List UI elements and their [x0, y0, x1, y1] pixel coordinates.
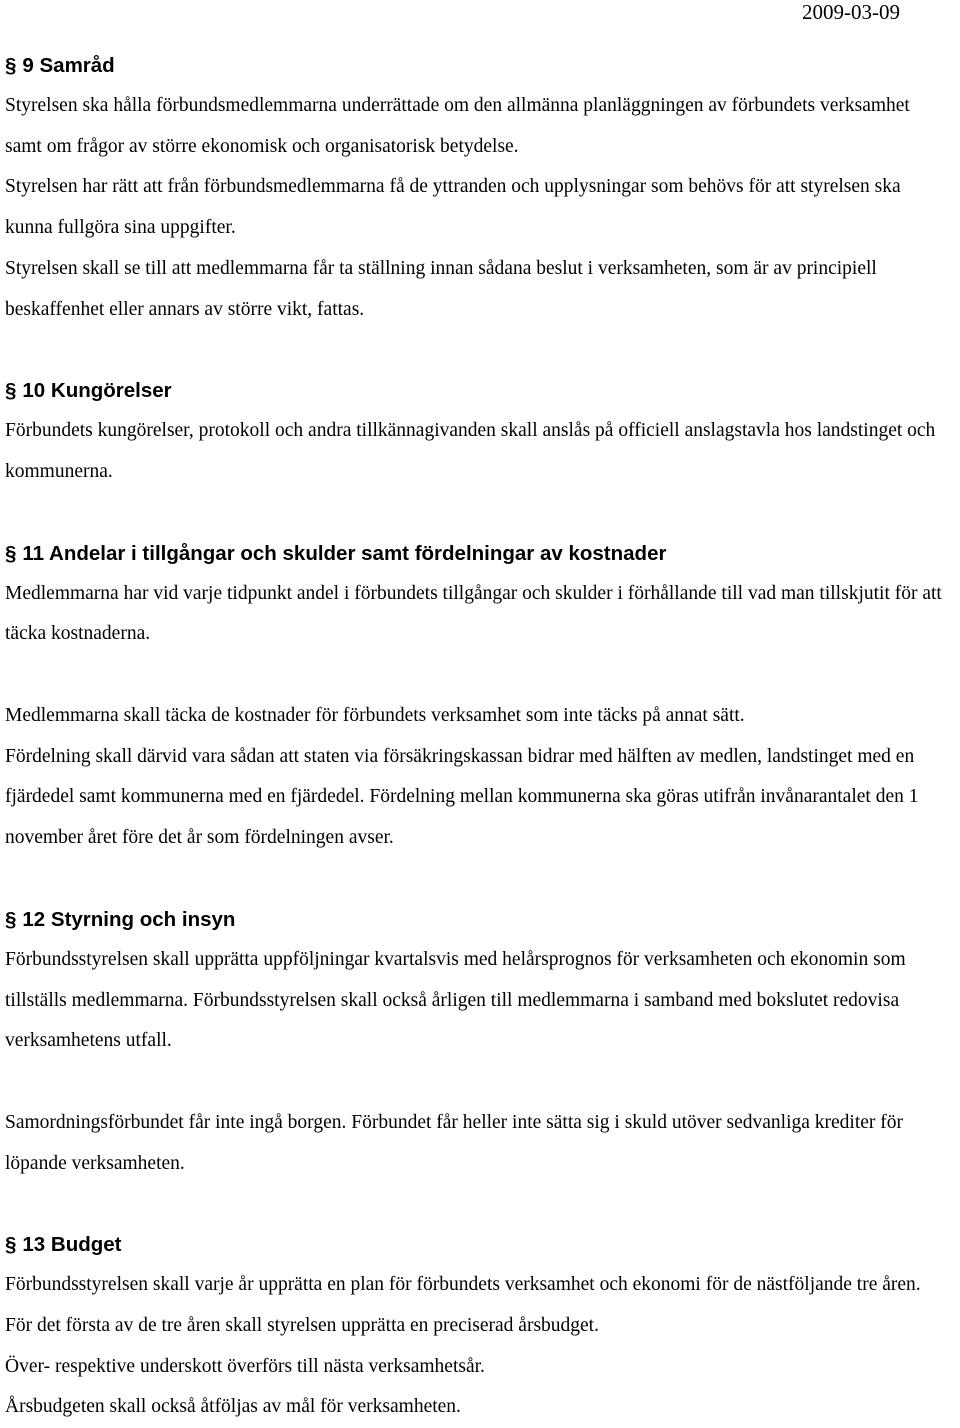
paragraph: Årsbudgeten skall också åtföljas av mål för verksamheten.: [5, 1396, 461, 1418]
section-sign-icon: §: [5, 1233, 17, 1257]
section-11-andelar: [5, 534, 950, 859]
paragraph: Förbundsstyrelsen skall upprätta uppföljningar kvartalsvis med helårsprognos för verksamheten och ekonomin som tillställs medlemmarna. Förbundsstyrelsen skall också årligen till medlemmarna i samband med bokslutet redovisa verksamhetens utfall.: [5, 948, 906, 1052]
section-heading: [5, 371, 950, 411]
section-heading: [5, 900, 950, 940]
paragraph: Styrelsen har rätt att från förbundsmedlemmarna få de yttranden och upplysningar som behövs för att styrelsen ska kunna fullgöra sina uppgifter.: [5, 176, 901, 239]
paragraph: Medlemmarna har vid varje tidpunkt andel i förbundets tillgångar och skulder i förhållande till vad man tillskjutit för att täcka kostnaderna.: [5, 582, 942, 645]
document-date: 2009-03-09: [802, 0, 900, 24]
section-title: 9 Samråd: [22, 54, 115, 77]
section-sign-icon: §: [5, 379, 17, 403]
paragraph: Fördelning skall därvid vara sådan att staten via försäkringskassan bidrar med hälften av medlen, landstinget med en fjärdedel samt kommunerna med en fjärdedel. Fördelning mellan kommunerna ska göras utifrån invånarantalet den 1 november året före det år som fördelningen avser.: [5, 745, 919, 849]
paragraph: Förbundsstyrelsen skall varje år upprätta en plan för förbundets verksamhet och ekonomi för de nästföljande tre åren. För det första av de tre åren skall styrelsen upprätta en preciserad årsbudget.: [5, 1274, 921, 1337]
section-13-budget: [5, 1225, 950, 1428]
section-sign-icon: §: [5, 541, 17, 565]
paragraph: Samordningsförbundet får inte ingå borgen. Förbundet får heller inte sätta sig i skuld utöver sedvanliga krediter för löpande verksamheten.: [5, 1111, 904, 1174]
paragraph: Över- respektive underskott överförs till nästa verksamhetsår.: [5, 1355, 485, 1377]
section-sign-icon: §: [5, 54, 17, 77]
spacer: [5, 330, 950, 371]
paragraph: Medlemmarna skall täcka de kostnader för förbundets verksamhet som inte täcks på annat sätt.: [5, 705, 745, 727]
paragraph: Styrelsen skall se till att medlemmarna får ta ställning innan sådana beslut i verksamheten, som är av principiell beskaffenhet eller annars av större vikt, fattas.: [5, 257, 877, 320]
section-heading: [5, 1225, 950, 1265]
section-10-kungorelser: [5, 371, 950, 492]
spacer: [5, 493, 950, 534]
section-title: 11 Andelar i tillgångar och skulder samt fördelningar av kostnader: [22, 541, 667, 565]
spacer: [5, 859, 950, 900]
section-12-styrning: [5, 900, 950, 1185]
section-heading: [5, 46, 950, 86]
spacer: [5, 655, 950, 696]
section-title: 13 Budget: [22, 1233, 122, 1257]
section-9-samrad: [5, 46, 950, 330]
section-title: 12 Styrning och insyn: [22, 907, 236, 931]
section-sign-icon: §: [5, 907, 17, 931]
section-title: 10 Kungörelser: [22, 379, 172, 403]
section-heading: [5, 534, 950, 574]
document-body: [5, 46, 950, 1428]
paragraph: Styrelsen ska hålla förbundsmedlemmarna underrättade om den allmänna planläggningen av förbundets verksamhet samt om frågor av större ekonomisk och organisatorisk betydelse.: [5, 95, 910, 157]
spacer: [5, 1184, 950, 1225]
paragraph: Förbundets kungörelser, protokoll och andra tillkännagivanden skall anslås på officiell anslagstavla hos landstinget och kommunerna.: [5, 420, 936, 482]
spacer: [5, 1062, 950, 1103]
